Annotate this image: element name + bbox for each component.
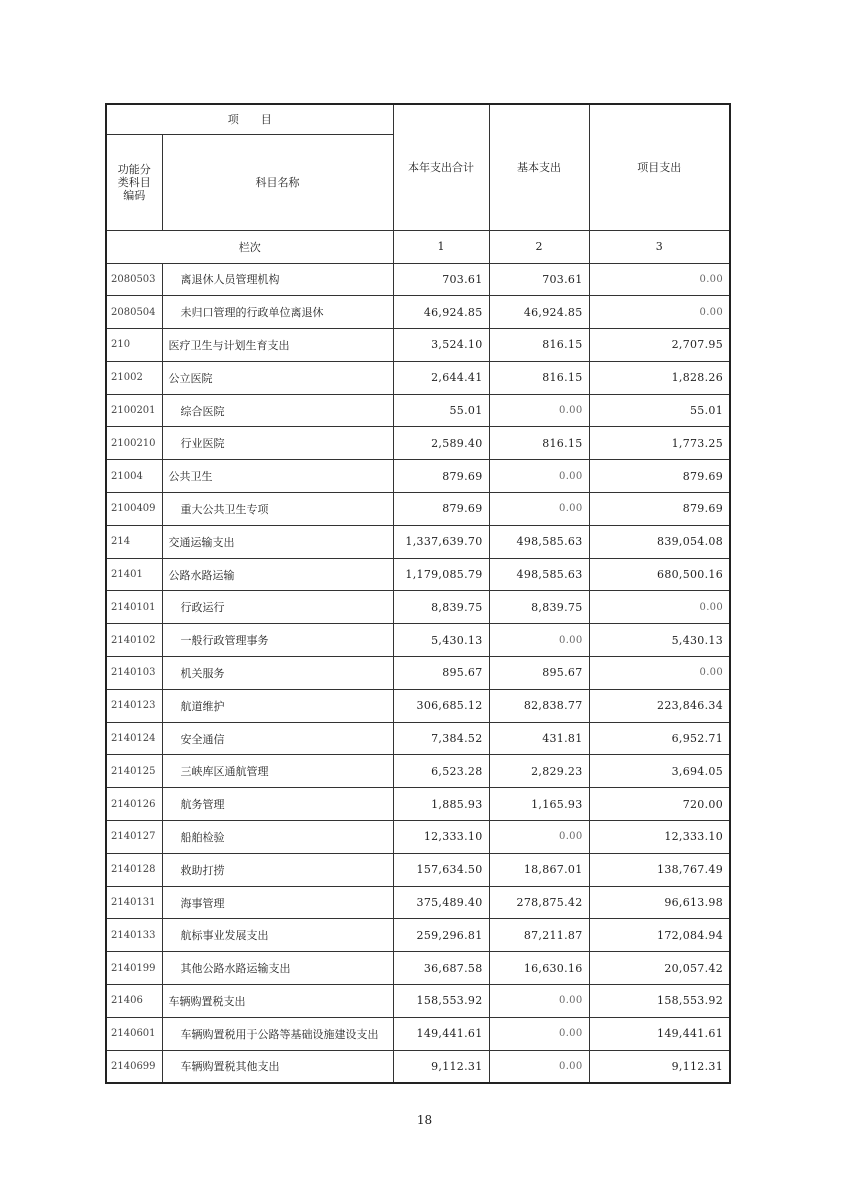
- row-basic: 816.15: [489, 427, 589, 460]
- row-total: 149,441.61: [393, 1017, 489, 1050]
- row-name: 重大公共卫生专项: [162, 493, 393, 526]
- row-project: 879.69: [589, 460, 730, 493]
- row-project: 172,084.94: [589, 919, 730, 952]
- row-code: 2080503: [106, 263, 162, 296]
- table-row: [106, 755, 730, 788]
- table-row: [106, 263, 730, 296]
- row-project: 158,553.92: [589, 985, 730, 1018]
- row-code: 2140127: [106, 821, 162, 854]
- row-code: 2140124: [106, 722, 162, 755]
- row-basic: 431.81: [489, 722, 589, 755]
- table-row: [106, 657, 730, 690]
- table-row: [106, 919, 730, 952]
- row-basic: 1,165.93: [489, 788, 589, 821]
- row-total: 6,523.28: [393, 755, 489, 788]
- row-project: 9,112.31: [589, 1050, 730, 1083]
- row-project: 0.00: [589, 591, 730, 624]
- header-name: 科目名称: [162, 134, 393, 230]
- row-name: 综合医院: [162, 394, 393, 427]
- row-total: 895.67: [393, 657, 489, 690]
- row-basic: 87,211.87: [489, 919, 589, 952]
- row-basic: 2,829.23: [489, 755, 589, 788]
- table-row: [106, 886, 730, 919]
- row-code: 214: [106, 525, 162, 558]
- row-project: 223,846.34: [589, 689, 730, 722]
- row-total: 375,489.40: [393, 886, 489, 919]
- row-basic: 18,867.01: [489, 853, 589, 886]
- row-total: 879.69: [393, 493, 489, 526]
- row-name: 安全通信: [162, 722, 393, 755]
- row-basic: 0.00: [489, 394, 589, 427]
- budget-table: [105, 103, 731, 1084]
- row-name: 未归口管理的行政单位离退休: [162, 296, 393, 329]
- table-row: [106, 821, 730, 854]
- row-basic: 0.00: [489, 821, 589, 854]
- table-row: [106, 985, 730, 1018]
- row-project: 0.00: [589, 263, 730, 296]
- row-name: 三峡库区通航管理: [162, 755, 393, 788]
- row-basic: 16,630.16: [489, 952, 589, 985]
- row-code: 2100210: [106, 427, 162, 460]
- table-row: [106, 1017, 730, 1050]
- row-name: 航道维护: [162, 689, 393, 722]
- row-project: 1,828.26: [589, 361, 730, 394]
- row-name: 救助打捞: [162, 853, 393, 886]
- row-project: 2,707.95: [589, 329, 730, 362]
- row-basic: 498,585.63: [489, 525, 589, 558]
- row-code: 2080504: [106, 296, 162, 329]
- row-name: 航标事业发展支出: [162, 919, 393, 952]
- header-lanci: 栏次: [106, 230, 393, 263]
- page-number: 18: [416, 1113, 433, 1127]
- row-project: 879.69: [589, 493, 730, 526]
- header-project: 项 目: [106, 104, 393, 134]
- row-basic: 82,838.77: [489, 689, 589, 722]
- row-project: 6,952.71: [589, 722, 730, 755]
- table-row: [106, 689, 730, 722]
- row-code: 2140126: [106, 788, 162, 821]
- row-basic: 278,875.42: [489, 886, 589, 919]
- row-name: 公立医院: [162, 361, 393, 394]
- row-total: 55.01: [393, 394, 489, 427]
- row-total: 1,337,639.70: [393, 525, 489, 558]
- row-code: 21002: [106, 361, 162, 394]
- row-code: 2140699: [106, 1050, 162, 1083]
- row-project: 138,767.49: [589, 853, 730, 886]
- row-code: 210: [106, 329, 162, 362]
- table-row: [106, 394, 730, 427]
- row-code: 2100201: [106, 394, 162, 427]
- row-name: 公路水路运输: [162, 558, 393, 591]
- table-row: [106, 296, 730, 329]
- row-project: 0.00: [589, 296, 730, 329]
- header-col2: 2: [489, 230, 589, 263]
- row-basic: 0.00: [489, 460, 589, 493]
- table-row: [106, 788, 730, 821]
- row-basic: 498,585.63: [489, 558, 589, 591]
- row-basic: 895.67: [489, 657, 589, 690]
- row-name: 车辆购置税用于公路等基础设施建设支出: [162, 1017, 393, 1050]
- row-name: 机关服务: [162, 657, 393, 690]
- row-basic: 816.15: [489, 329, 589, 362]
- row-name: 行业医院: [162, 427, 393, 460]
- row-basic: 0.00: [489, 624, 589, 657]
- row-basic: 0.00: [489, 1050, 589, 1083]
- row-code: 2140131: [106, 886, 162, 919]
- table-row: [106, 952, 730, 985]
- table-row: [106, 722, 730, 755]
- table-row: [106, 361, 730, 394]
- row-total: 2,644.41: [393, 361, 489, 394]
- row-project: 55.01: [589, 394, 730, 427]
- row-total: 12,333.10: [393, 821, 489, 854]
- row-project: 149,441.61: [589, 1017, 730, 1050]
- row-project: 0.00: [589, 657, 730, 690]
- row-total: 306,685.12: [393, 689, 489, 722]
- row-name: 船舶检验: [162, 821, 393, 854]
- row-total: 2,589.40: [393, 427, 489, 460]
- table-row: [106, 853, 730, 886]
- row-code: 2140101: [106, 591, 162, 624]
- table-row: [106, 427, 730, 460]
- row-code: 2140123: [106, 689, 162, 722]
- row-project: 680,500.16: [589, 558, 730, 591]
- table-row: [106, 1050, 730, 1083]
- row-code: 21406: [106, 985, 162, 1018]
- row-project: 3,694.05: [589, 755, 730, 788]
- row-basic: 46,924.85: [489, 296, 589, 329]
- row-code: 2140102: [106, 624, 162, 657]
- table-row: [106, 525, 730, 558]
- row-code: 2140601: [106, 1017, 162, 1050]
- row-name: 医疗卫生与计划生育支出: [162, 329, 393, 362]
- table-row: [106, 558, 730, 591]
- row-total: 9,112.31: [393, 1050, 489, 1083]
- row-total: 3,524.10: [393, 329, 489, 362]
- table-row: [106, 493, 730, 526]
- row-name: 一般行政管理事务: [162, 624, 393, 657]
- row-name: 离退休人员管理机构: [162, 263, 393, 296]
- row-name: 航务管理: [162, 788, 393, 821]
- row-project: 96,613.98: [589, 886, 730, 919]
- table-row: [106, 624, 730, 657]
- row-code: 2140199: [106, 952, 162, 985]
- row-total: 7,384.52: [393, 722, 489, 755]
- header-col1: 1: [393, 230, 489, 263]
- row-basic: 8,839.75: [489, 591, 589, 624]
- row-total: 1,885.93: [393, 788, 489, 821]
- row-code: 2100409: [106, 493, 162, 526]
- row-total: 46,924.85: [393, 296, 489, 329]
- row-total: 8,839.75: [393, 591, 489, 624]
- table-row: [106, 591, 730, 624]
- row-code: 2140128: [106, 853, 162, 886]
- table-row: [106, 460, 730, 493]
- row-name: 车辆购置税其他支出: [162, 1050, 393, 1083]
- row-name: 车辆购置税支出: [162, 985, 393, 1018]
- row-basic: 0.00: [489, 985, 589, 1018]
- header-basic: 基本支出: [489, 104, 589, 230]
- row-total: 703.61: [393, 263, 489, 296]
- row-total: 879.69: [393, 460, 489, 493]
- row-basic: 816.15: [489, 361, 589, 394]
- row-project: 5,430.13: [589, 624, 730, 657]
- table-body: [106, 263, 730, 1083]
- row-project: 1,773.25: [589, 427, 730, 460]
- row-project: 12,333.10: [589, 821, 730, 854]
- row-name: 行政运行: [162, 591, 393, 624]
- row-project: 720.00: [589, 788, 730, 821]
- header-total: 本年支出合计: [393, 104, 489, 230]
- row-code: 2140133: [106, 919, 162, 952]
- row-total: 157,634.50: [393, 853, 489, 886]
- header-project-expense: 项目支出: [589, 104, 730, 230]
- row-name: 交通运输支出: [162, 525, 393, 558]
- row-total: 36,687.58: [393, 952, 489, 985]
- row-total: 259,296.81: [393, 919, 489, 952]
- row-project: 20,057.42: [589, 952, 730, 985]
- table-row: [106, 329, 730, 362]
- row-total: 158,553.92: [393, 985, 489, 1018]
- header-code: 功能分类科目编码: [106, 134, 162, 230]
- row-code: 21004: [106, 460, 162, 493]
- row-name: 海事管理: [162, 886, 393, 919]
- row-total: 1,179,085.79: [393, 558, 489, 591]
- table-header: [106, 104, 730, 263]
- header-col3: 3: [589, 230, 730, 263]
- row-project: 839,054.08: [589, 525, 730, 558]
- row-basic: 703.61: [489, 263, 589, 296]
- row-total: 5,430.13: [393, 624, 489, 657]
- row-code: 2140125: [106, 755, 162, 788]
- row-basic: 0.00: [489, 1017, 589, 1050]
- row-code: 2140103: [106, 657, 162, 690]
- row-code: 21401: [106, 558, 162, 591]
- row-name: 公共卫生: [162, 460, 393, 493]
- row-name: 其他公路水路运输支出: [162, 952, 393, 985]
- row-basic: 0.00: [489, 493, 589, 526]
